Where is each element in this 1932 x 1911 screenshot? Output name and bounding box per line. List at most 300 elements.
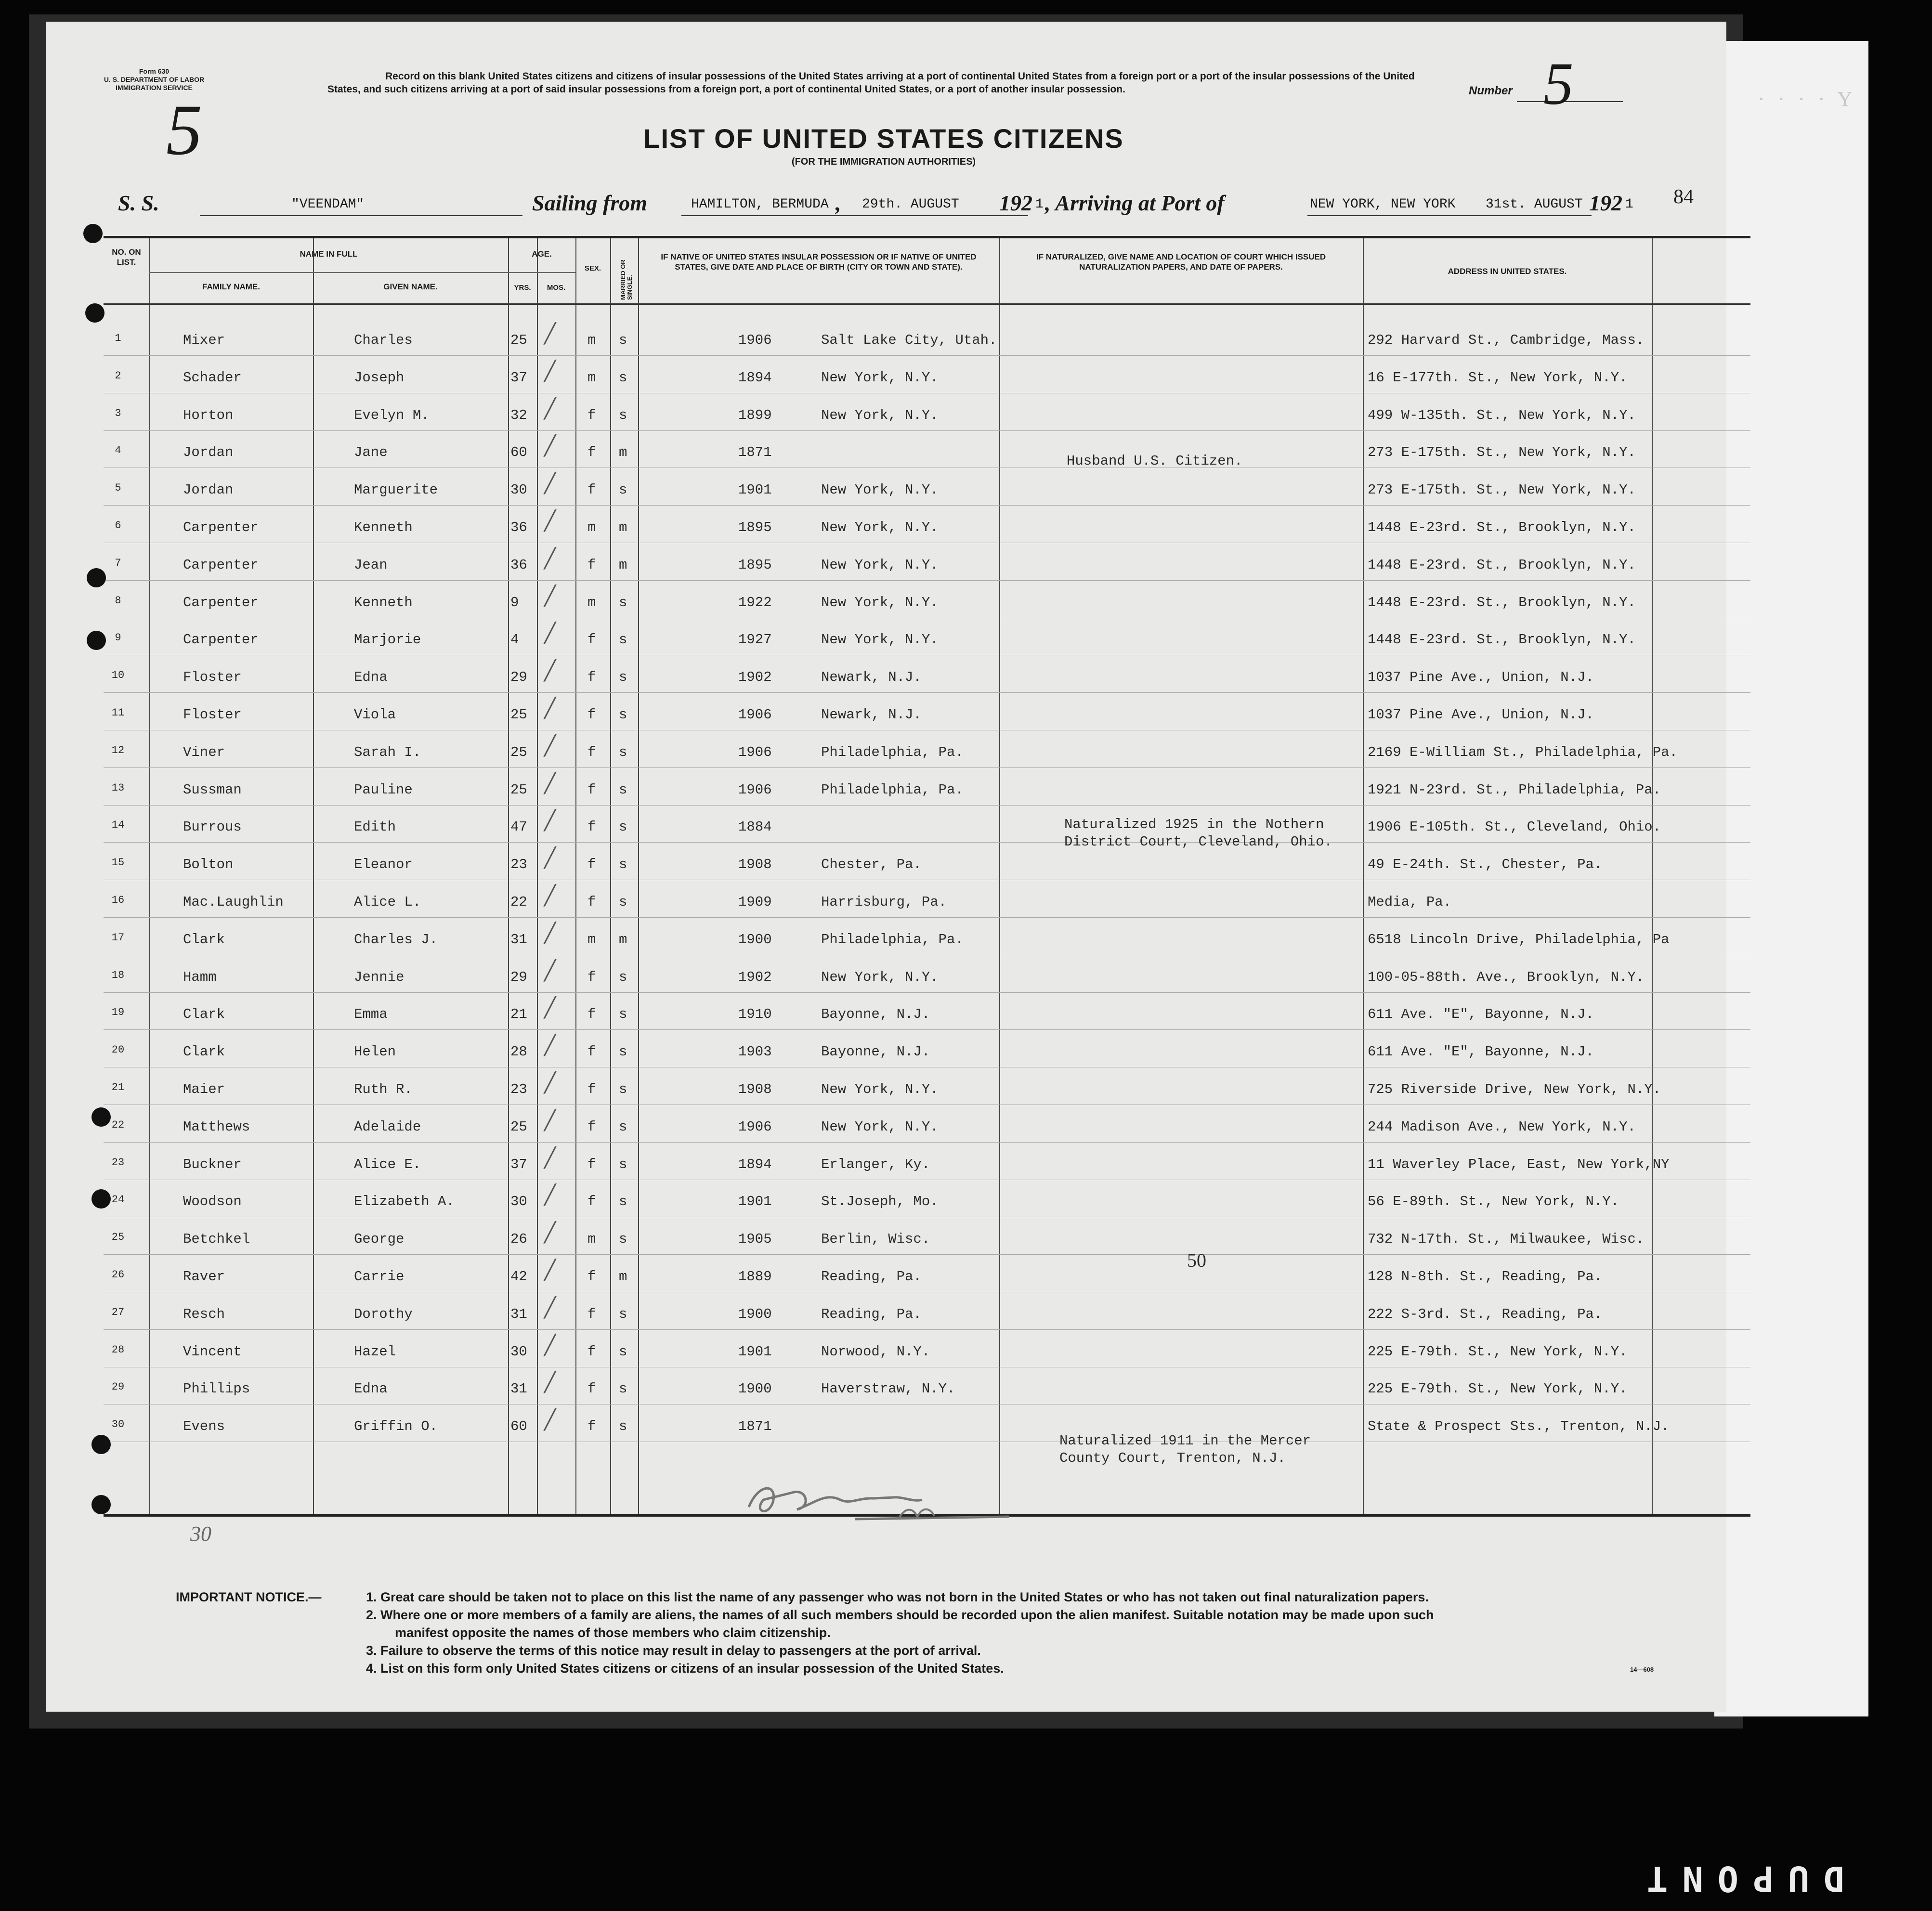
row-number: 1 <box>115 332 121 344</box>
marital-status: s <box>619 632 627 648</box>
birth-place: Harrisburg, Pa. <box>821 894 947 910</box>
marital-status: s <box>619 1194 627 1210</box>
sex: f <box>587 969 596 985</box>
sailing-underline <box>681 215 1028 216</box>
marital-status: s <box>619 857 627 873</box>
note-row-14-line-1: Naturalized 1925 in the Nothern <box>1064 817 1324 832</box>
age-years: 47 <box>510 819 527 835</box>
age-years: 60 <box>510 444 527 461</box>
address: 225 E-79th. St., New York, N.Y. <box>1368 1343 1628 1360</box>
check-mark-icon: ╱ <box>544 510 556 532</box>
given-name: Pauline <box>354 781 413 798</box>
sex: f <box>587 632 596 648</box>
given-name: Jean <box>354 557 388 573</box>
form-instructions: Record on this blank United States citizens and citizens of insular possessions of the United States arriving at a port of continental United States from a foreign port or a port of the insular possessions of the United States, and such citizens arriving at a port of said insular possessions from a foreign port, a port of continental United States, or a port of another insular possession. <box>327 71 1415 95</box>
sex: f <box>587 1381 596 1397</box>
row-number: 11 <box>111 707 125 719</box>
sex: f <box>587 744 596 760</box>
manifest-page <box>46 22 1726 1712</box>
given-name: Kenneth <box>354 520 413 535</box>
sex: f <box>587 1269 596 1285</box>
birth-year: 1895 <box>738 557 772 573</box>
row-rule <box>104 580 1750 581</box>
age-years: 25 <box>510 781 527 798</box>
sex: f <box>587 1156 596 1172</box>
header-married-single: MARRIED OR SINGLE. <box>619 260 633 300</box>
family-name: Viner <box>183 744 225 760</box>
row-number: 25 <box>111 1231 125 1244</box>
birth-year: 1871 <box>738 444 772 461</box>
birth-year: 1910 <box>738 1006 772 1023</box>
address: Media, Pa. <box>1368 894 1452 910</box>
family-name: Evens <box>183 1418 225 1435</box>
given-name: Ruth R. <box>354 1081 413 1097</box>
marital-status: s <box>619 1381 627 1397</box>
binder-hole <box>83 224 103 243</box>
given-name: Viola <box>354 707 396 723</box>
family-name: Jordan <box>183 482 234 498</box>
address: 2169 E-William St., Philadelphia, Pa. <box>1368 744 1678 760</box>
form-number: Form 630 <box>139 67 170 75</box>
birth-place: New York, N.Y. <box>821 1118 939 1135</box>
age-years: 37 <box>510 369 527 386</box>
birth-place: New York, N.Y. <box>821 407 939 423</box>
note-row-14-line-2: District Court, Cleveland, Ohio. <box>1064 834 1332 850</box>
marital-status: s <box>619 1081 627 1097</box>
age-years: 23 <box>510 1081 527 1097</box>
check-mark-icon: ╱ <box>544 1371 556 1394</box>
age-years: 23 <box>510 857 527 873</box>
given-name: Jennie <box>354 969 405 985</box>
marital-status: s <box>619 781 627 798</box>
sex: f <box>587 707 596 723</box>
row-number: 4 <box>115 444 121 457</box>
birth-place: Erlanger, Ky. <box>821 1156 930 1172</box>
form-code: 14—608 <box>1630 1666 1654 1673</box>
check-mark-icon: ╱ <box>544 1109 556 1131</box>
address: 225 E-79th. St., New York, N.Y. <box>1368 1381 1628 1397</box>
birth-place: New York, N.Y. <box>821 1081 939 1097</box>
family-name: Matthews <box>183 1118 250 1135</box>
sex: f <box>587 1118 596 1135</box>
check-mark-icon: ╱ <box>544 1034 556 1057</box>
check-mark-icon: ╱ <box>544 1146 556 1169</box>
row-number: 21 <box>111 1081 125 1093</box>
age-years: 25 <box>510 332 527 348</box>
sex: m <box>587 369 596 386</box>
family-name: Clark <box>183 931 225 948</box>
row-rule <box>104 992 1750 993</box>
given-name: Marguerite <box>354 482 438 498</box>
check-mark-icon: ╱ <box>544 1409 556 1431</box>
check-mark-icon: ╱ <box>544 622 556 645</box>
notice-item-1: 1. Great care should be taken not to place on this list the name of any passenger who was not born in the United States or who has not taken out final naturalization papers. <box>366 1590 1429 1604</box>
header-address: ADDRESS IN UNITED STATES. <box>1448 267 1567 276</box>
family-name: Resch <box>183 1306 225 1322</box>
birth-year: 1903 <box>738 1044 772 1060</box>
marital-status: s <box>619 744 627 760</box>
age-years: 9 <box>510 594 519 611</box>
row-number: 7 <box>115 557 121 569</box>
birth-year: 1908 <box>738 1081 772 1097</box>
notice-item-4: 4. List on this form only United States citizens or citizens of an insular possession of the United States. <box>366 1661 1004 1676</box>
sex: f <box>587 781 596 798</box>
birth-place: Norwood, N.Y. <box>821 1343 930 1360</box>
address: 6518 Lincoln Drive, Philadelphia, Pa <box>1368 931 1670 948</box>
given-name: George <box>354 1231 405 1248</box>
birth-place: Haverstraw, N.Y. <box>821 1381 955 1397</box>
age-years: 21 <box>510 1006 527 1023</box>
header-family-name: FAMILY NAME. <box>202 282 260 291</box>
address: 732 N-17th. St., Milwaukee, Wisc. <box>1368 1231 1645 1248</box>
age-years: 37 <box>510 1156 527 1172</box>
sex: m <box>587 1231 596 1248</box>
form-service: IMMIGRATION SERVICE <box>116 84 193 91</box>
rear-page-marks: · · · · Y <box>1758 87 1856 111</box>
age-years: 25 <box>510 707 527 723</box>
family-name: Vincent <box>183 1343 242 1360</box>
family-name: Phillips <box>183 1381 250 1397</box>
notice-item-2-cont: manifest opposite the names of those members who claim citizenship. <box>395 1625 831 1640</box>
row-number: 16 <box>111 894 125 906</box>
marital-status: s <box>619 894 627 910</box>
birth-place: Philadelphia, Pa. <box>821 781 964 798</box>
marital-status: s <box>619 819 627 835</box>
row-number: 24 <box>111 1194 125 1206</box>
birth-place: New York, N.Y. <box>821 520 939 535</box>
address: 292 Harvard St., Cambridge, Mass. <box>1368 332 1645 348</box>
row-rule <box>104 917 1750 918</box>
birth-place: Philadelphia, Pa. <box>821 744 964 760</box>
birth-year: 1905 <box>738 1231 772 1248</box>
form-department: U. S. DEPARTMENT OF LABOR <box>104 76 205 83</box>
birth-year: 1900 <box>738 1381 772 1397</box>
age-years: 36 <box>510 557 527 573</box>
given-name: Alice E. <box>354 1156 421 1172</box>
age-years: 25 <box>510 744 527 760</box>
row-number: 14 <box>111 819 125 832</box>
marital-status: s <box>619 1006 627 1023</box>
row-number: 17 <box>111 931 125 944</box>
check-mark-icon: ╱ <box>544 809 556 832</box>
sail-year-digit: 1 <box>1035 197 1044 212</box>
birth-place: Philadelphia, Pa. <box>821 931 964 948</box>
given-name: Alice L. <box>354 894 421 910</box>
marital-status: s <box>619 332 627 348</box>
given-name: Emma <box>354 1006 388 1023</box>
birth-year: 1894 <box>738 1156 772 1172</box>
birth-place: Salt Lake City, Utah. <box>821 332 997 348</box>
sex: f <box>587 819 596 835</box>
birth-year: 1901 <box>738 482 772 498</box>
age-years: 31 <box>510 931 527 948</box>
given-name: Eleanor <box>354 857 413 873</box>
sex: f <box>587 857 596 873</box>
family-name: Clark <box>183 1006 225 1023</box>
marital-status: s <box>619 1231 627 1248</box>
address: 611 Ave. "E", Bayonne, N.J. <box>1368 1044 1594 1060</box>
family-name: Jordan <box>183 444 234 461</box>
check-mark-icon: ╱ <box>544 847 556 870</box>
birth-place: New York, N.Y. <box>821 557 939 573</box>
marital-status: m <box>619 1269 627 1285</box>
family-name: Mac.Laughlin <box>183 894 284 910</box>
row-rule <box>104 430 1750 431</box>
address: 1906 E-105th. St., Cleveland, Ohio. <box>1368 819 1661 835</box>
birth-year: 1901 <box>738 1194 772 1210</box>
row-rule <box>104 1254 1750 1255</box>
birth-place: New York, N.Y. <box>821 632 939 648</box>
family-name: Carpenter <box>183 520 259 535</box>
check-mark-icon: ╱ <box>544 697 556 719</box>
address: 499 W-135th. St., New York, N.Y. <box>1368 407 1636 423</box>
row-number: 8 <box>115 594 121 607</box>
birth-year: 1900 <box>738 931 772 948</box>
address: 244 Madison Ave., New York, N.Y. <box>1368 1118 1636 1135</box>
marital-status: s <box>619 369 627 386</box>
check-mark-icon: ╱ <box>544 772 556 794</box>
marital-status: s <box>619 669 627 686</box>
given-name: Helen <box>354 1044 396 1060</box>
birth-place: New York, N.Y. <box>821 369 939 386</box>
family-name: Clark <box>183 1044 225 1060</box>
sex: f <box>587 1006 596 1023</box>
sex: f <box>587 1081 596 1097</box>
page-title: LIST OF UNITED STATES CITIZENS <box>643 123 1124 154</box>
birth-place: New York, N.Y. <box>821 482 939 498</box>
row-rule <box>104 1029 1750 1030</box>
address: 222 S-3rd. St., Reading, Pa. <box>1368 1306 1603 1322</box>
binder-hole <box>87 568 106 587</box>
note-row-30-line-2: County Court, Trenton, N.J. <box>1059 1450 1286 1466</box>
marital-status: s <box>619 1156 627 1172</box>
address: 1448 E-23rd. St., Brooklyn, N.Y. <box>1368 557 1636 573</box>
notice-item-3: 3. Failure to observe the terms of this notice may result in delay to passengers at the port of arrival. <box>366 1643 981 1658</box>
age-years: 29 <box>510 669 527 686</box>
header-yrs: YRS. <box>514 284 531 292</box>
age-years: 22 <box>510 894 527 910</box>
arrive-year-prefix: 192 <box>1589 191 1622 215</box>
page-subtitle: (FOR THE IMMIGRATION AUTHORITIES) <box>791 156 976 167</box>
address: 1448 E-23rd. St., Brooklyn, N.Y. <box>1368 632 1636 648</box>
address: 11 Waverley Place, East, New York,NY <box>1368 1156 1670 1172</box>
age-years: 42 <box>510 1269 527 1285</box>
family-name: Burrous <box>183 819 242 835</box>
birth-place: Reading, Pa. <box>821 1306 922 1322</box>
address: 273 E-175th. St., New York, N.Y. <box>1368 444 1636 461</box>
sex: f <box>587 1306 596 1322</box>
birth-year: 1889 <box>738 1269 772 1285</box>
address: 725 Riverside Drive, New York, N.Y. <box>1368 1081 1661 1097</box>
row-number: 29 <box>111 1381 125 1393</box>
family-name: Floster <box>183 669 242 686</box>
birth-place: Chester, Pa. <box>821 857 922 873</box>
address: 49 E-24th. St., Chester, Pa. <box>1368 857 1603 873</box>
row-rule <box>104 767 1750 768</box>
given-name: Griffin O. <box>354 1418 438 1435</box>
address: 273 E-175th. St., New York, N.Y. <box>1368 482 1636 498</box>
given-name: Charles J. <box>354 931 438 948</box>
birth-year: 1894 <box>738 369 772 386</box>
given-name: Dorothy <box>354 1306 413 1322</box>
address: 1448 E-23rd. St., Brooklyn, N.Y. <box>1368 520 1636 535</box>
sex: f <box>587 407 596 423</box>
family-name: Woodson <box>183 1194 242 1210</box>
row-number: 5 <box>115 482 121 494</box>
age-years: 36 <box>510 520 527 535</box>
binder-hole <box>91 1495 111 1514</box>
row-number: 6 <box>115 520 121 532</box>
marital-status: s <box>619 1343 627 1360</box>
sex: m <box>587 931 596 948</box>
row-number: 3 <box>115 407 121 419</box>
row-number: 23 <box>111 1156 125 1169</box>
birth-year: 1906 <box>738 707 772 723</box>
binder-hole <box>87 631 106 650</box>
check-mark-icon: ╱ <box>544 547 556 570</box>
check-mark-icon: ╱ <box>544 1296 556 1319</box>
sex: f <box>587 1343 596 1360</box>
marital-status: m <box>619 520 627 535</box>
birth-year: 1884 <box>738 819 772 835</box>
check-mark-icon: ╱ <box>544 997 556 1019</box>
row-rule <box>104 692 1750 693</box>
marital-status: s <box>619 1118 627 1135</box>
row-rule <box>104 805 1750 806</box>
age-years: 29 <box>510 969 527 985</box>
check-mark-icon: ╱ <box>544 585 556 607</box>
given-name: Sarah I. <box>354 744 421 760</box>
given-name: Charles <box>354 332 413 348</box>
sex: f <box>587 1194 596 1210</box>
sex: f <box>587 557 596 573</box>
row-number: 20 <box>111 1044 125 1056</box>
header-no: NO. ON LIST. <box>112 247 141 267</box>
check-mark-icon: ╱ <box>544 660 556 682</box>
row-number: 12 <box>111 744 125 756</box>
sex: f <box>587 444 596 461</box>
address: 16 E-177th. St., New York, N.Y. <box>1368 369 1628 386</box>
row-number: 15 <box>111 857 125 869</box>
age-years: 25 <box>510 1118 527 1135</box>
check-mark-icon: ╱ <box>544 397 556 420</box>
given-name: Joseph <box>354 369 405 386</box>
marital-status: s <box>619 969 627 985</box>
birth-year: 1901 <box>738 1343 772 1360</box>
handwritten-tally: 30 <box>190 1522 211 1546</box>
check-mark-icon: ╱ <box>544 472 556 495</box>
family-name: Betchkel <box>183 1231 250 1248</box>
birth-place: Reading, Pa. <box>821 1269 922 1285</box>
ship-name: "VEENDAM" <box>291 197 365 212</box>
marital-status: s <box>619 1418 627 1435</box>
family-name: Floster <box>183 707 242 723</box>
birth-year: 1900 <box>738 1306 772 1322</box>
note-row-4: Husband U.S. Citizen. <box>1067 453 1243 469</box>
row-rule <box>104 1142 1750 1143</box>
marital-status: s <box>619 1044 627 1060</box>
check-mark-icon: ╱ <box>544 1072 556 1094</box>
family-name: Horton <box>183 407 234 423</box>
birth-year: 1927 <box>738 632 772 648</box>
birth-year: 1906 <box>738 744 772 760</box>
family-name: Carpenter <box>183 557 259 573</box>
given-name: Marjorie <box>354 632 421 648</box>
handwritten-list-number: 5 <box>166 90 202 170</box>
check-mark-icon: ╱ <box>544 360 556 382</box>
family-name: Raver <box>183 1269 225 1285</box>
row-number: 13 <box>111 781 125 794</box>
sex: f <box>587 1418 596 1435</box>
row-number: 28 <box>111 1343 125 1356</box>
age-years: 4 <box>510 632 519 648</box>
address: 56 E-89th. St., New York, N.Y. <box>1368 1194 1619 1210</box>
family-name: Maier <box>183 1081 225 1097</box>
family-name: Sussman <box>183 781 242 798</box>
address: 1037 Pine Ave., Union, N.J. <box>1368 669 1594 686</box>
birth-place: Newark, N.J. <box>821 669 922 686</box>
birth-place: Bayonne, N.J. <box>821 1044 930 1060</box>
number-label: Number <box>1469 84 1513 97</box>
check-mark-icon: ╱ <box>544 1222 556 1244</box>
header-name-in-full: NAME IN FULL <box>300 249 358 259</box>
birth-year: 1909 <box>738 894 772 910</box>
address: 1921 N-23rd. St., Philadelphia, Pa. <box>1368 781 1661 798</box>
binder-hole <box>91 1435 111 1454</box>
given-name: Evelyn M. <box>354 407 430 423</box>
birth-place: New York, N.Y. <box>821 594 939 611</box>
birth-year: 1895 <box>738 520 772 535</box>
given-name: Kenneth <box>354 594 413 611</box>
birth-year: 1902 <box>738 969 772 985</box>
row-rule <box>104 505 1750 506</box>
binder-hole <box>91 1189 111 1209</box>
age-years: 30 <box>510 482 527 498</box>
marital-status: s <box>619 1306 627 1322</box>
form-identifier <box>96 67 212 92</box>
family-name: Buckner <box>183 1156 242 1172</box>
row-rule <box>104 842 1750 843</box>
given-name: Edith <box>354 819 396 835</box>
check-mark-icon: ╱ <box>544 1334 556 1356</box>
age-years: 26 <box>510 1231 527 1248</box>
row-rule <box>104 355 1750 356</box>
age-years: 60 <box>510 1418 527 1435</box>
ss-label: S. S. <box>118 191 159 215</box>
birth-year: 1908 <box>738 857 772 873</box>
birth-year: 1871 <box>738 1418 772 1435</box>
birth-place: Bayonne, N.J. <box>821 1006 930 1023</box>
given-name: Carrie <box>354 1269 405 1285</box>
arrival-port: NEW YORK, NEW YORK <box>1310 197 1456 212</box>
address: 1037 Pine Ave., Union, N.J. <box>1368 707 1594 723</box>
row-number: 26 <box>111 1269 125 1281</box>
citizens-table <box>104 236 1750 1517</box>
inspector-signature <box>739 1473 1038 1526</box>
film-edge-print: DUPONT <box>1632 1859 1845 1899</box>
birth-place: Berlin, Wisc. <box>821 1231 930 1248</box>
header-birth: IF NATIVE OF UNITED STATES INSULAR POSSESSION OR IF NATIVE OF UNITED STATES, GIVE DATE AND PLACE OF BIRTH (CITY OR TOWN AND STATE). <box>661 252 977 272</box>
birth-place: New York, N.Y. <box>821 969 939 985</box>
handwritten-number-value: 5 <box>1543 51 1574 117</box>
row-number: 19 <box>111 1006 125 1019</box>
family-name: Bolton <box>183 857 234 873</box>
header-naturalized: IF NATURALIZED, GIVE NAME AND LOCATION OF COURT WHICH ISSUED NATURALIZATION PAPERS, AND DATE OF PAPERS. <box>1036 252 1326 272</box>
check-mark-icon: ╱ <box>544 1184 556 1207</box>
row-number: 30 <box>111 1418 125 1431</box>
address: 128 N-8th. St., Reading, Pa. <box>1368 1269 1603 1285</box>
given-name: Elizabeth A. <box>354 1194 455 1210</box>
